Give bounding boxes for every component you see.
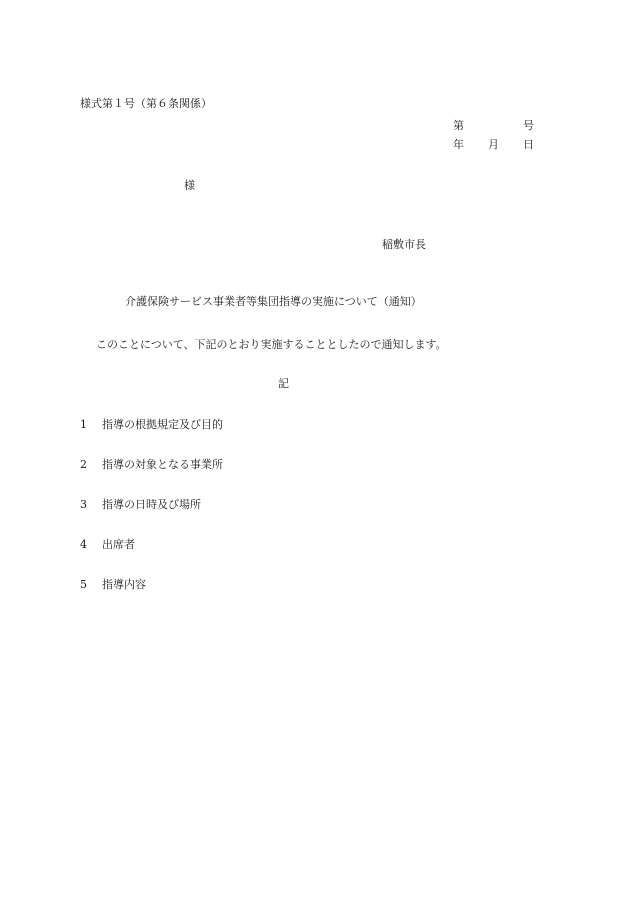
doc-number-suffix: 号	[523, 119, 534, 132]
list-item-label: 指導内容	[102, 578, 146, 591]
list-item-label: 指導の日時及び場所	[102, 498, 201, 511]
list-item-number: 1	[80, 418, 87, 431]
document-subject: 介護保険サービス事業者等集団指導の実施について（通知）	[125, 295, 422, 308]
date-day-label: 日	[523, 138, 534, 151]
date-month-label: 月	[488, 138, 499, 151]
list-item-number: 5	[80, 578, 87, 591]
sender: 稲敷市長	[382, 238, 426, 251]
list-item	[80, 539, 135, 550]
list-item-number: 4	[80, 538, 87, 551]
addressee-honorific: 様	[184, 179, 195, 192]
list-item-number: 2	[80, 458, 87, 471]
date-year-label: 年	[453, 138, 464, 151]
list-item	[80, 499, 201, 510]
list-item-label: 指導の対象となる事業所	[102, 458, 223, 471]
form-number: 様式第１号（第６条関係）	[80, 97, 212, 110]
body-text: このことについて、下記のとおり実施することとしたので通知します。	[96, 338, 447, 351]
doc-number-prefix: 第	[453, 119, 464, 132]
list-item	[80, 419, 223, 430]
list-item	[80, 459, 223, 470]
list-item	[80, 579, 146, 590]
note-heading: 記	[278, 377, 289, 390]
list-item-label: 指導の根拠規定及び目的	[102, 418, 223, 431]
list-item-number: 3	[80, 498, 87, 511]
list-item-label: 出席者	[102, 538, 135, 551]
